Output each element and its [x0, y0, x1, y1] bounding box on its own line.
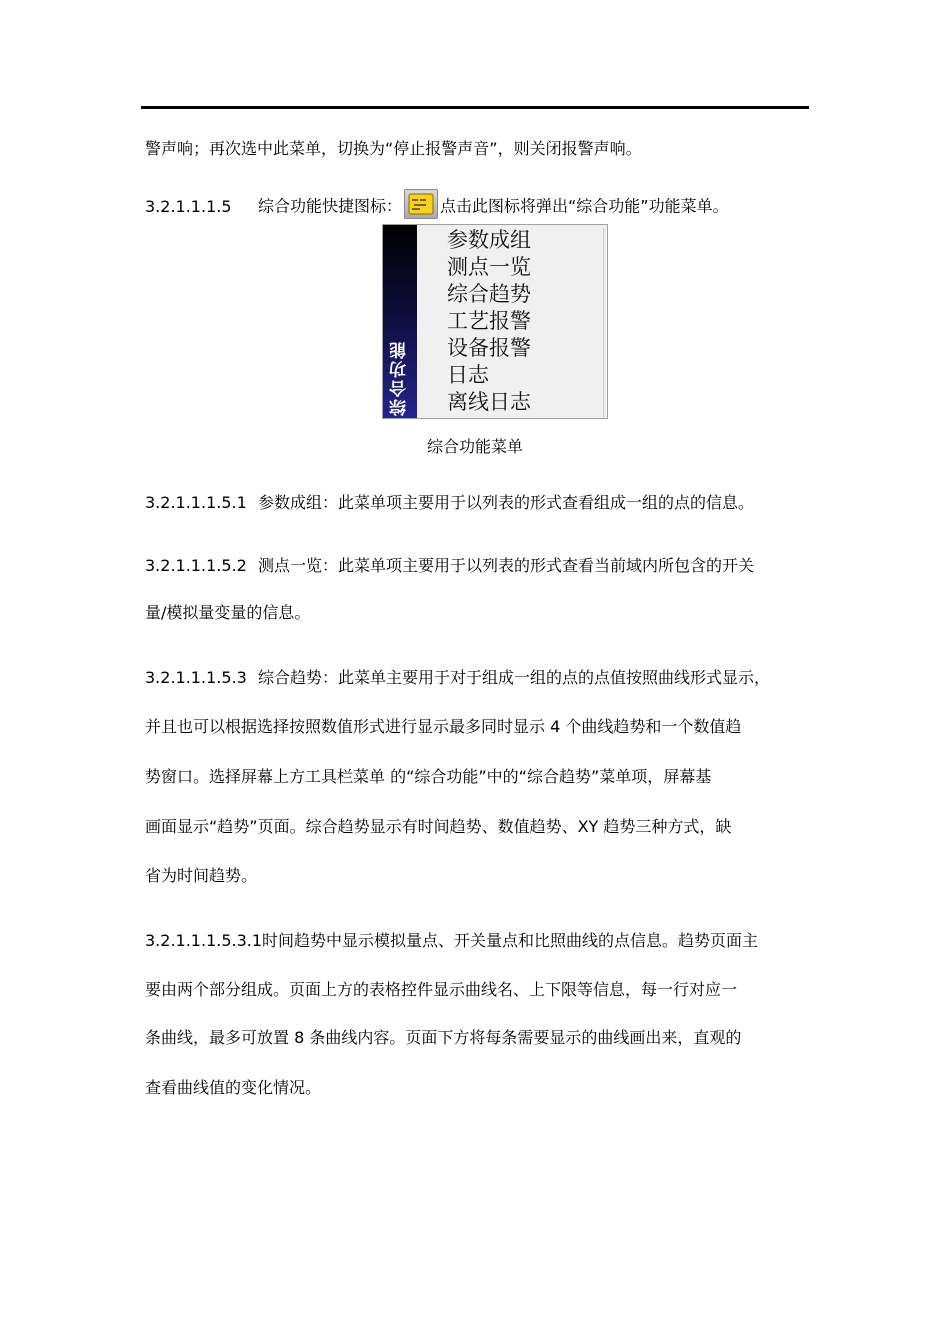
section-number: 3.2.1.1.1.5.1 — [145, 493, 247, 512]
paragraph-line: 势窗口。选择屏幕上方工具栏菜单 的“综合功能”中的“综合趋势”菜单项，屏幕基 — [145, 767, 712, 786]
menu-edge — [603, 228, 604, 417]
paragraph-text: 参数成组：此菜单项主要用于以列表的形式查看组成一组的点的信息。 — [258, 493, 755, 512]
menu-item-process-alarm[interactable]: 工艺报警 — [447, 309, 531, 333]
menu-item-point-list[interactable]: 测点一览 — [447, 255, 531, 279]
menu-item-device-alarm[interactable]: 设备报警 — [447, 336, 531, 360]
section-text-after: 点击此图标将弹出“综合功能”功能菜单。 — [440, 196, 729, 216]
toolbar-function-icon — [404, 189, 438, 219]
paragraph-line: 画面显示“趋势”页面。综合趋势显示有时间趋势、数值趋势、XY 趋势三种方式，缺 — [145, 817, 732, 836]
section-number: 3.2.1.1.1.5.3 — [145, 668, 247, 687]
section-number: 3.2.1.1.1.5 — [145, 196, 232, 216]
paragraph-3-2-1-1-1-5-3 — [145, 667, 770, 689]
paragraph-3-2-1-1-1-5-2 — [145, 555, 754, 577]
paragraph-line: 量/模拟量变量的信息。 — [145, 603, 311, 622]
paragraph-3-2-1-1-1-5-3-1: 3.2.1.1.1.5.3.1时间趋势中显示模拟量点、开关量点和比照曲线的点信息。趋势页面主 — [145, 931, 759, 950]
paragraph-line: 省为时间趋势。 — [145, 866, 258, 885]
paragraph-line: 警声响；再次选中此菜单，切换为“停止报警声音”，则关闭报警声响。 — [145, 139, 642, 158]
menu-item-trend[interactable]: 综合趋势 — [447, 282, 531, 306]
paragraph-line: 查看曲线值的变化情况。 — [145, 1078, 322, 1097]
section-number: 3.2.1.1.1.5.2 — [145, 556, 247, 575]
section-text-before: 综合功能快捷图标： — [258, 196, 403, 216]
function-menu-list — [447, 227, 531, 416]
paragraph-3-2-1-1-1-5-1 — [145, 492, 754, 514]
paragraph-text: 综合趋势：此菜单主要用于对于组成一组的点的点值按照曲线形式显示， — [258, 668, 771, 687]
menu-item-offline-log[interactable]: 离线日志 — [447, 390, 531, 414]
function-menu-screenshot — [382, 224, 608, 419]
menu-side-band — [383, 225, 417, 418]
paragraph-text: 测点一览：此菜单项主要用于以列表的形式查看当前域内所包含的开关 — [258, 556, 755, 575]
paragraph-line: 要由两个部分组成。页面上方的表格控件显示曲线名、上下限等信息，每一行对应一 — [145, 980, 738, 999]
menu-item-param-group[interactable]: 参数成组 — [447, 228, 531, 252]
menu-item-log[interactable]: 日志 — [447, 363, 489, 387]
paragraph-line: 并且也可以根据选择按照数值形式进行显示最多同时显示 4 个曲线趋势和一个数值趋 — [145, 717, 742, 736]
figure-caption: 综合功能菜单 — [426, 437, 523, 456]
section-heading-3-2-1-1-1-5 — [145, 192, 729, 222]
paragraph-line: 条曲线，最多可放置 8 条曲线内容。页面下方将每条需要显示的曲线画出来，直观的 — [145, 1028, 742, 1047]
menu-band-title: 综合功能 — [390, 340, 410, 416]
header-rule — [141, 106, 809, 109]
